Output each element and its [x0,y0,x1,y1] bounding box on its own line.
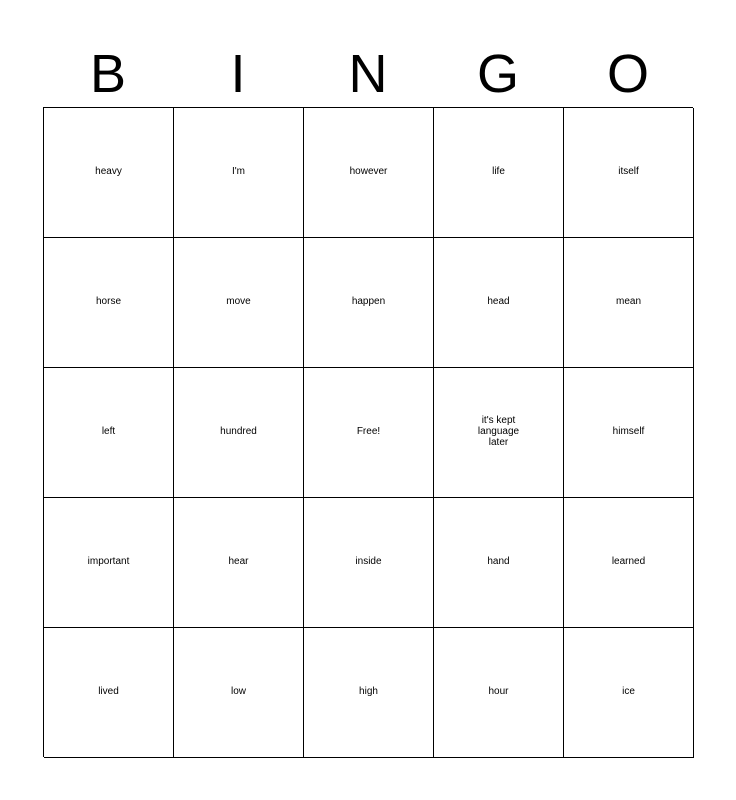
bingo-cell[interactable]: head [434,238,564,368]
bingo-cell[interactable]: himself [564,368,694,498]
bingo-cell[interactable]: it's kept language later [434,368,564,498]
bingo-cell[interactable]: inside [304,498,434,628]
bingo-cell[interactable]: low [174,628,304,758]
bingo-cell[interactable]: heavy [44,108,174,238]
bingo-cell[interactable]: however [304,108,434,238]
bingo-cell[interactable]: life [434,108,564,238]
bingo-cell[interactable]: important [44,498,174,628]
bingo-cell[interactable]: happen [304,238,434,368]
bingo-cell[interactable]: lived [44,628,174,758]
bingo-cell[interactable]: hear [174,498,304,628]
header-letter-g: G [476,44,519,104]
bingo-card-grid [43,107,693,757]
header-letter-o: O [606,44,649,104]
bingo-cell[interactable]: learned [564,498,694,628]
free-space-cell[interactable]: Free! [304,368,434,498]
bingo-cell[interactable]: high [304,628,434,758]
header-letter-i: I [230,44,246,104]
bingo-cell[interactable]: hand [434,498,564,628]
bingo-header [43,44,693,104]
bingo-cell[interactable]: move [174,238,304,368]
bingo-cell[interactable]: left [44,368,174,498]
bingo-cell[interactable]: ice [564,628,694,758]
bingo-cell[interactable]: horse [44,238,174,368]
bingo-cell[interactable]: mean [564,238,694,368]
bingo-cell[interactable]: hour [434,628,564,758]
bingo-cell[interactable]: hundred [174,368,304,498]
header-letter-b: B [89,44,127,104]
bingo-cell[interactable]: itself [564,108,694,238]
header-letter-n: N [348,44,388,104]
bingo-cell[interactable]: I'm [174,108,304,238]
